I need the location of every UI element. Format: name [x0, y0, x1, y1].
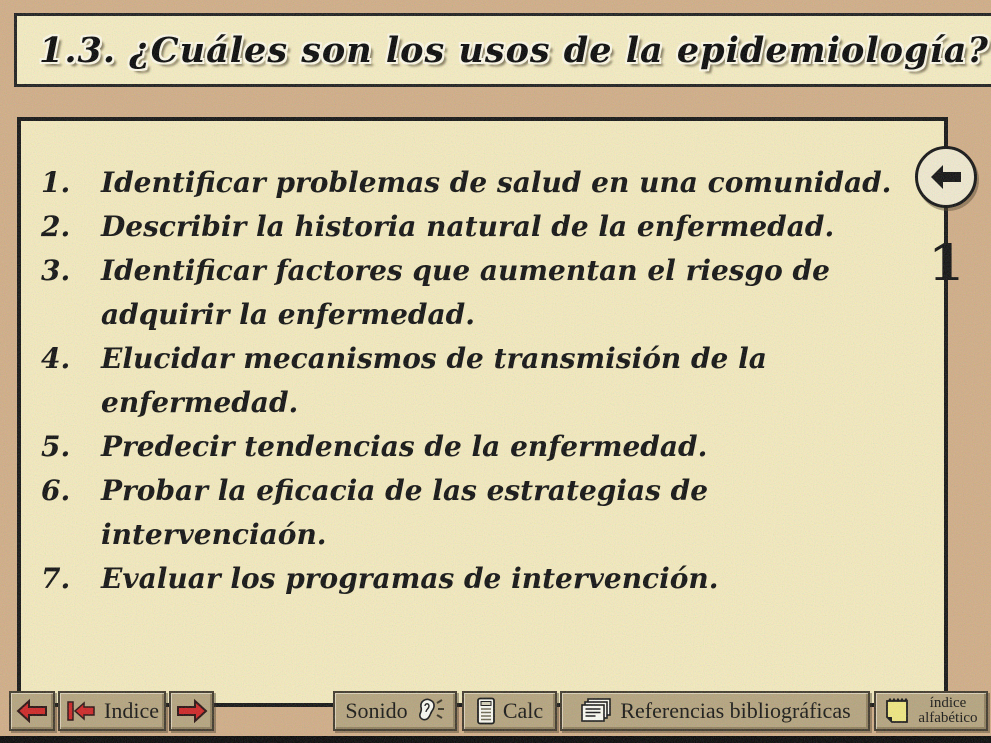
- list-item: [41, 469, 928, 557]
- back-arrow-icon: [929, 163, 963, 191]
- list-item-text: Elucidar mecanismos de transmisión de la enfermedad.: [101, 342, 767, 419]
- bibliographic-references-label: Referencias bibliográficas: [620, 698, 851, 723]
- list-item: [41, 425, 928, 469]
- title-bar: [14, 13, 991, 87]
- notepad-icon: [884, 696, 910, 726]
- list-item: [41, 337, 928, 425]
- ear-icon: [415, 697, 445, 725]
- list-item-number: 3.: [41, 254, 71, 287]
- back-button[interactable]: [915, 146, 977, 208]
- list-item-number: 7.: [41, 562, 71, 595]
- next-page-button[interactable]: [169, 691, 214, 731]
- list-item: [41, 205, 928, 249]
- red-left-arrow-icon: [16, 698, 48, 724]
- list-item-text: Evaluar los programas de intervención.: [101, 562, 719, 595]
- list-item-number: 5.: [41, 430, 71, 463]
- list-item: [41, 557, 928, 601]
- page-number: 1: [928, 233, 964, 292]
- list-item-text: Probar la eficacia de las estrategias de intervenciaón.: [101, 474, 709, 551]
- alphabetical-index-label-line2: alfabético: [918, 710, 978, 726]
- index-button-label: Indice: [104, 698, 159, 723]
- sound-button-label: Sonido: [345, 698, 408, 723]
- list-item: [41, 249, 928, 337]
- alphabetical-index-label: [918, 696, 977, 726]
- calculator-icon: [476, 697, 496, 725]
- list-item-text: Predecir tendencias de la enfermedad.: [101, 430, 708, 463]
- bibliographic-references-button[interactable]: [560, 691, 870, 731]
- list-item-text: Describir la historia natural de la enfermedad.: [101, 210, 835, 243]
- uses-list-panel: [17, 117, 948, 707]
- list-item-text: Identificar problemas de salud en una comunidad.: [101, 166, 892, 199]
- alphabetical-index-button[interactable]: [874, 691, 988, 731]
- list-item-text: Identificar factores que aumentan el riesgo de adquirir la enfermedad.: [101, 254, 830, 331]
- calculator-button-label: Calc: [502, 698, 544, 723]
- index-button[interactable]: [58, 691, 166, 731]
- alphabetical-index-label-line1: índice: [929, 695, 967, 711]
- first-page-arrow-icon: [65, 698, 97, 724]
- list-item-number: 4.: [41, 342, 71, 375]
- bottom-black-bar: [0, 736, 991, 743]
- page-title: 1.3. ¿Cuáles son los usos de la epidemiología?: [39, 29, 989, 71]
- list-item-number: 6.: [41, 474, 71, 507]
- list-item-number: 1.: [41, 166, 71, 199]
- list-item-number: 2.: [41, 210, 71, 243]
- list-item: [41, 161, 928, 205]
- red-right-arrow-icon: [176, 698, 208, 724]
- calculator-button[interactable]: [462, 691, 557, 731]
- sound-button[interactable]: [333, 691, 457, 731]
- stacked-pages-icon: [579, 697, 613, 725]
- previous-page-button[interactable]: [9, 691, 55, 731]
